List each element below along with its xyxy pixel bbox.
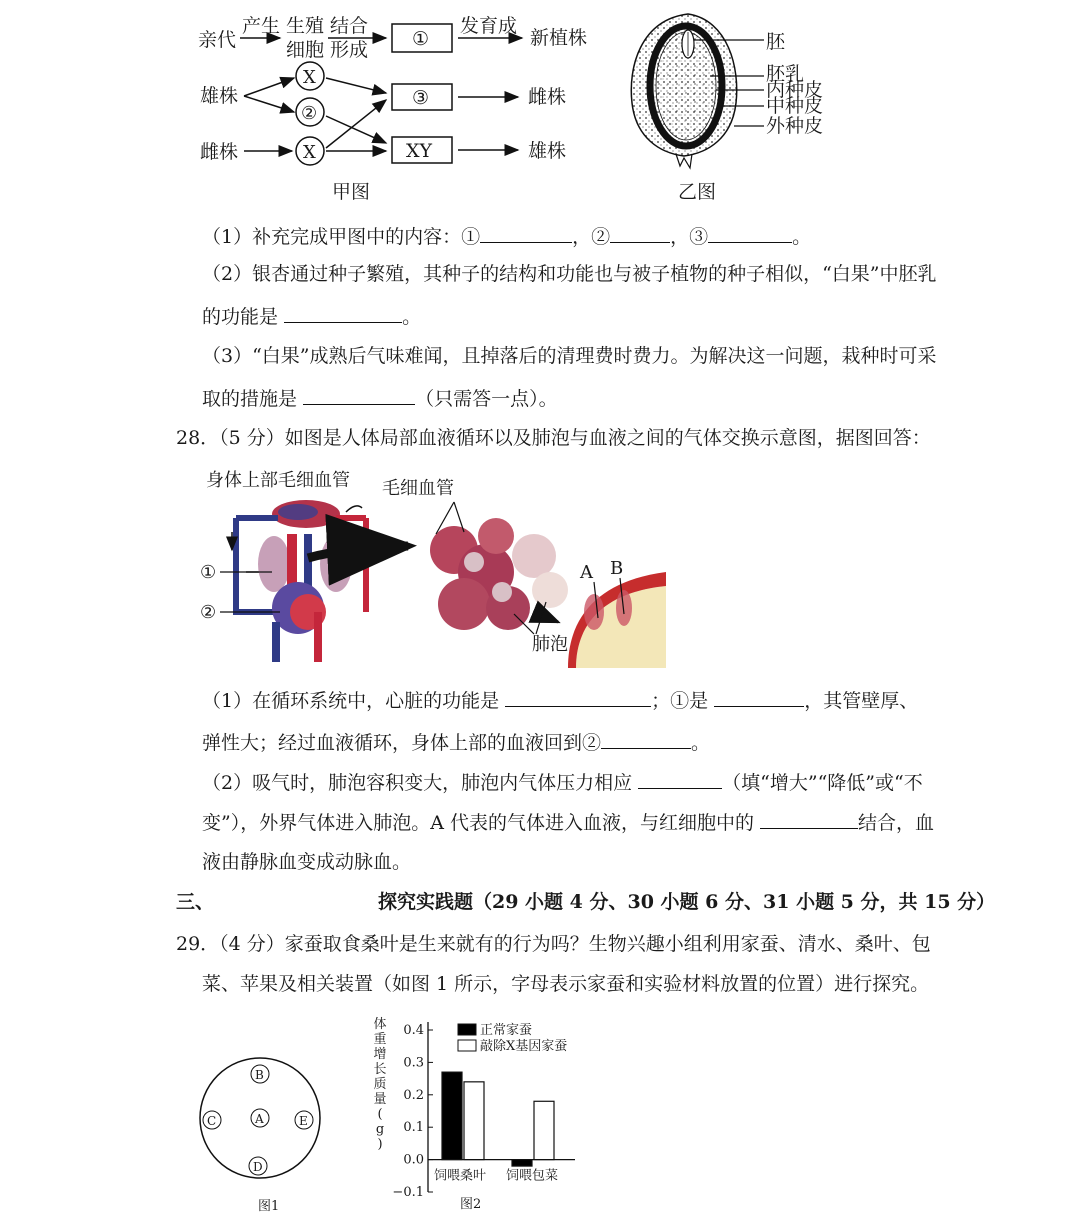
blank-q28-5[interactable] [760, 808, 858, 829]
label-outer-coat: 外种皮 [766, 115, 824, 137]
bar-normal-1 [512, 1160, 532, 1166]
q27-s1-text: （1）补充完成甲图中的内容：① [202, 226, 481, 248]
blank-q27-3[interactable] [708, 222, 792, 243]
diagram-jia [190, 8, 610, 208]
q28-heading: 28．（5 分）如图是人体局部血液循环以及肺泡与血液之间的气体交换示意图，据图回答： [176, 427, 931, 449]
bar-knockout-0 [464, 1082, 484, 1160]
q27-part2-line2 [202, 302, 421, 329]
y-tick-label: 0.0 [403, 1152, 424, 1168]
y-ticks [392, 1023, 433, 1200]
q29-line2: 菜、苹果及相关装置（如图 1 所示，字母表示家蚕和实验材料放置的位置）进行探究。 [202, 973, 930, 995]
q28-part1-line2 [202, 728, 710, 755]
label-inner-coat: 内种皮 [766, 79, 824, 101]
figure-1-caption: 图1 [258, 1199, 280, 1214]
label-endosperm: 胚乳 [766, 63, 805, 85]
q28-part2-line2 [202, 808, 934, 835]
y-axis-label-char: g [375, 1122, 385, 1137]
q27-s2-end: 。 [402, 306, 422, 328]
q28-s1a-text: （1）在循环系统中，心脏的功能是 [202, 690, 500, 712]
fig-label-alveoli: 肺泡 [532, 634, 568, 655]
blank-q27-1[interactable] [480, 222, 572, 243]
legend-swatch [458, 1040, 476, 1051]
box-3-label: ③ [412, 87, 430, 109]
label-middle-coat: 中种皮 [766, 95, 824, 117]
y-axis-label-char: 体 [373, 1017, 387, 1032]
q27-part3-line2 [202, 384, 558, 411]
label-female: 雌株 [200, 141, 239, 163]
q27-s1-sep2: ，③ [670, 226, 709, 248]
y-axis-label-char: 量 [373, 1092, 387, 1107]
fig-label-B: B [610, 558, 624, 579]
bar-knockout-1 [534, 1101, 554, 1159]
label-male: 雄株 [200, 85, 239, 107]
y-axis-label-char: ( [377, 1107, 383, 1122]
q28-s2b-text: （填“增大”“降低”或“不 [722, 772, 923, 794]
label-germ-2: 细胞 [286, 39, 325, 61]
q27-s3-end: （只需答一点）。 [415, 388, 558, 410]
section-3-number: 三、 [176, 891, 215, 913]
fig-label-capillary: 毛细血管 [382, 478, 454, 499]
bar-normal-0 [442, 1072, 462, 1159]
position-E-label: E [299, 1114, 308, 1128]
q27-part3-line1: （3）“白果”成熟后气味难闻，且掉落后的清理费时费力。为解决这一问题，栽种时可采 [202, 345, 937, 367]
q28-s1-end: 。 [691, 732, 711, 754]
legend-label: 正常家蚕 [480, 1023, 533, 1038]
label-combine-1: 结合 [330, 15, 369, 37]
label-develop: 发育成 [460, 15, 518, 37]
yi-caption: 乙图 [678, 181, 717, 203]
box-1-label: ① [412, 28, 430, 50]
fig-label-A: A [580, 562, 593, 583]
label-parent: 亲代 [198, 29, 237, 51]
y-axis-label-char: 重 [373, 1032, 387, 1047]
q28-s2d-text: 结合，血 [858, 812, 935, 834]
y-tick-label: −0.1 [392, 1185, 424, 1200]
q27-s3b-text: 取的措施是 [202, 388, 298, 410]
q28-part2-line1 [202, 768, 923, 795]
blank-q28-2[interactable] [714, 686, 804, 707]
chart-bars [442, 1072, 554, 1166]
blank-q27-4[interactable] [284, 302, 402, 323]
position-D-label: D [253, 1160, 263, 1174]
x-category-label: 饲喂桑叶 [433, 1168, 487, 1184]
y-axis-label [373, 1016, 386, 1152]
circle-x-bottom-label: X [303, 142, 316, 163]
section-3-title: 探究实践题（29 小题 4 分、30 小题 6 分、31 小题 5 分，共 15 分） [378, 891, 996, 913]
fig-label-upper-capillary: 身体上部毛细血管 [206, 470, 350, 491]
blank-q28-4[interactable] [638, 768, 722, 789]
q27-part1 [202, 222, 811, 249]
q27-s1-end: 。 [792, 226, 812, 248]
y-tick-label: 0.3 [403, 1055, 424, 1071]
q27-s2b-text: 的功能是 [202, 306, 279, 328]
box-xy-label: XY [406, 140, 433, 162]
q28-s1c-text: ，其管壁厚、 [804, 690, 919, 712]
blank-q27-2[interactable] [610, 222, 670, 243]
position-B-label: B [255, 1068, 264, 1082]
fig-label-2: ② [200, 602, 217, 623]
result-male: 雄株 [528, 140, 567, 162]
figure-blood-circulation [196, 462, 666, 672]
q28-s1d-text: 弹性大；经过血液循环，身体上部的血液回到② [202, 732, 602, 754]
y-axis-label-char: ) [377, 1137, 383, 1152]
y-tick-label: 0.1 [403, 1120, 424, 1136]
label-new-plant: 新植株 [530, 27, 588, 49]
y-axis-label-char: 长 [373, 1062, 387, 1077]
legend-swatch [458, 1024, 476, 1035]
y-tick-label: 0.2 [403, 1087, 424, 1103]
q28-s2c-text: 变”），外界气体进入肺泡。A 代表的气体进入血液，与红细胞中的 [202, 812, 754, 834]
figure-2-caption: 图2 [460, 1197, 482, 1212]
circle-x-top-label: X [303, 67, 316, 88]
label-embryo: 胚 [766, 31, 786, 53]
x-categories [434, 1168, 558, 1184]
legend-label: 敲除X基因家蚕 [480, 1039, 568, 1054]
blank-q27-5[interactable] [303, 384, 415, 405]
chart-legend [458, 1022, 567, 1054]
circle-2-label: ② [301, 103, 318, 124]
result-female: 雌株 [528, 86, 567, 108]
label-combine-2: 形成 [330, 39, 369, 61]
blank-q28-1[interactable] [505, 686, 651, 707]
blank-q28-3[interactable] [601, 728, 691, 749]
y-axis-label-char: 增 [373, 1047, 387, 1062]
q28-part1-line1 [202, 686, 918, 713]
x-category-label: 饲喂包菜 [505, 1168, 559, 1184]
diagram-yi [620, 8, 850, 208]
label-germ-1: 生殖 [286, 15, 325, 37]
q28-part2-line3: 液由静脉血变成动脉血。 [202, 851, 412, 873]
position-C-label: C [207, 1114, 217, 1128]
q28-s1b-text: ；①是 [651, 690, 709, 712]
position-A-label: A [255, 1112, 264, 1126]
y-tick-label: 0.4 [403, 1023, 424, 1038]
q27-part2-line1: （2）银杏通过种子繁殖，其种子的结构和功能也与被子植物的种子相似，“白果”中胚乳 [202, 263, 937, 285]
q29-line1: 29．（4 分）家蚕取食桑叶是生来就有的行为吗？生物兴趣小组利用家蚕、清水、桑叶、包 [176, 933, 931, 955]
fig-label-1: ① [200, 562, 217, 583]
y-axis-label-char: 质 [373, 1077, 387, 1092]
figure-2-chart [360, 1012, 590, 1218]
jia-caption: 甲图 [332, 181, 371, 203]
figure-1-container [196, 1040, 336, 1218]
q27-s1-sep1: ，② [572, 226, 611, 248]
label-produce: 产生 [242, 15, 281, 37]
q28-s2a-text: （2）吸气时，肺泡容积变大，肺泡内气体压力相应 [202, 772, 633, 794]
